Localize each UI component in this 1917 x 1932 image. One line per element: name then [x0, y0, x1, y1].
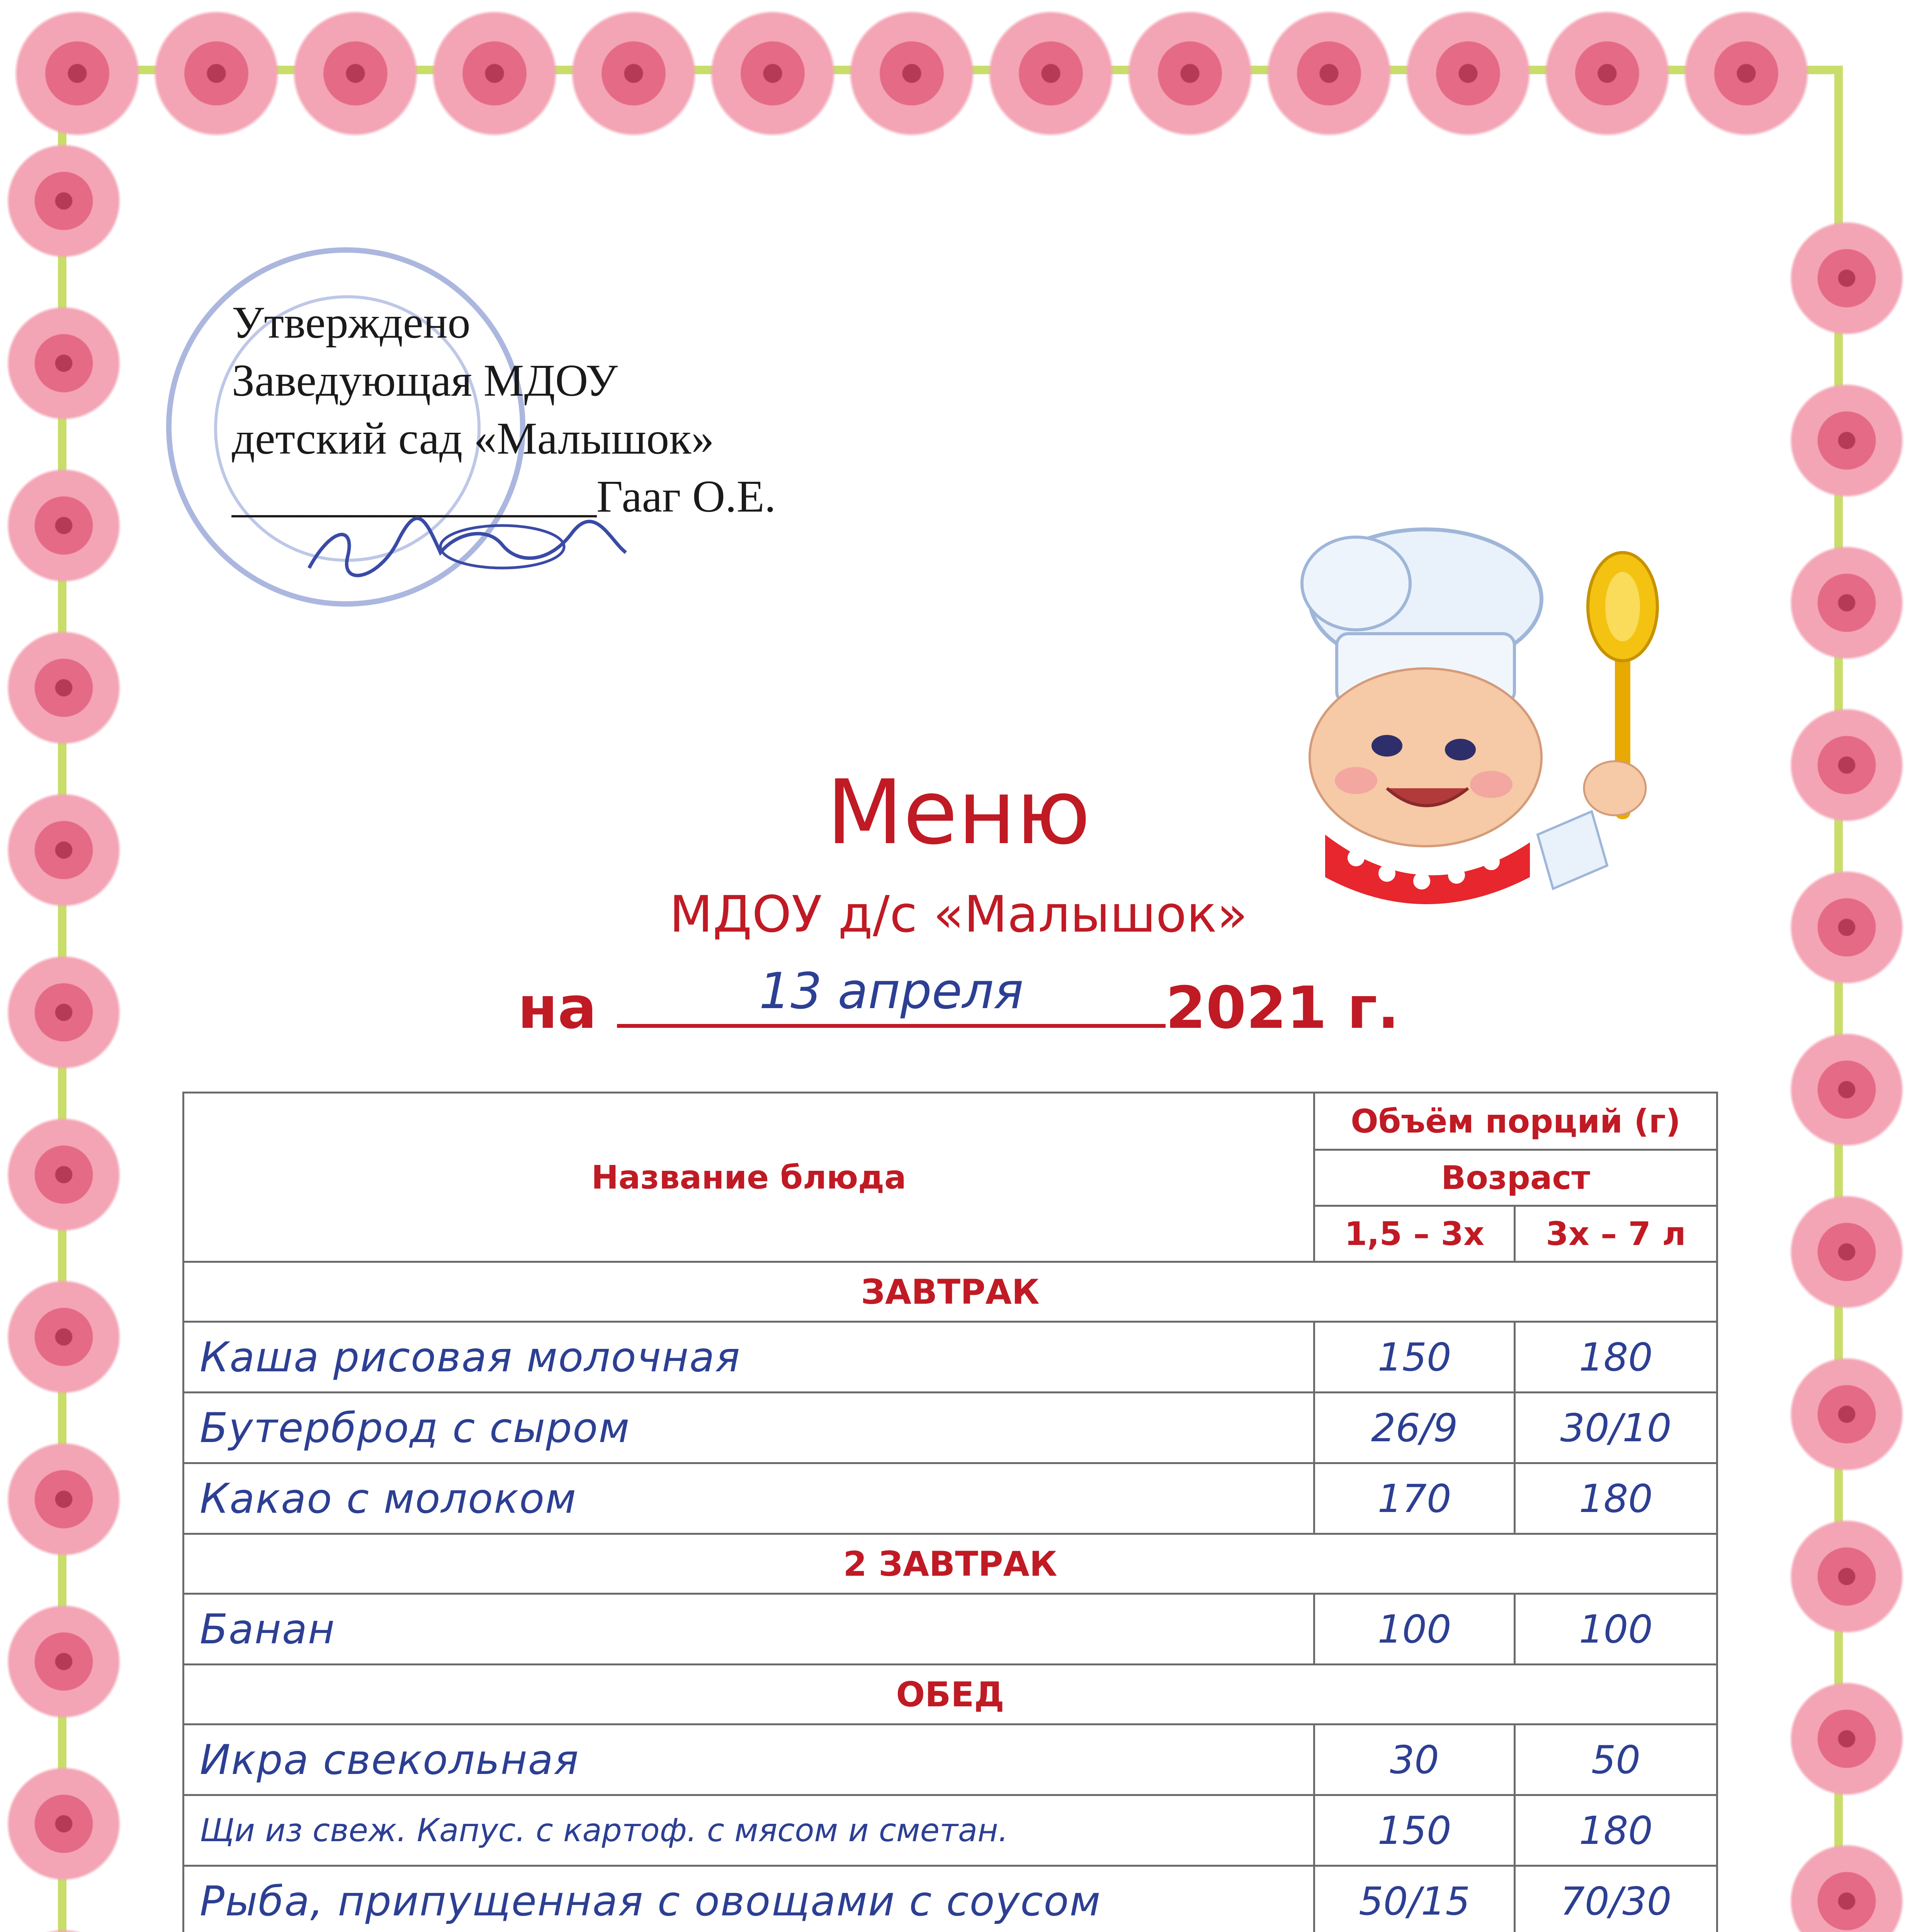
flower-decoration [6, 468, 122, 583]
flower-decoration [1543, 10, 1671, 137]
section-row [184, 1665, 1717, 1725]
dish-name: Банан [184, 1594, 1314, 1665]
dish-name: Бутерброд с сыром [184, 1393, 1314, 1463]
flower-decoration [6, 1441, 122, 1557]
column-header-portion: Объём порций (г) [1314, 1093, 1717, 1150]
dish-name: Щи из свеж. Капус. с картоф. с мясом и сметан. [184, 1795, 1314, 1866]
table-row [184, 1866, 1717, 1932]
flower-decoration [6, 143, 122, 259]
flower-decoration [1682, 10, 1810, 137]
approver-name: Гааг О.Е. [597, 471, 776, 522]
flower-decoration [1789, 545, 1905, 661]
flower-decoration [848, 10, 975, 137]
portion-age-1: 100 [1314, 1594, 1515, 1665]
section-title: ЗАВТРАК [184, 1262, 1717, 1322]
portion-age-2: 180 [1515, 1463, 1717, 1534]
table-row [184, 1594, 1717, 1665]
flower-decoration [1789, 383, 1905, 498]
flower-decoration [1404, 10, 1532, 137]
flower-decoration [1265, 10, 1393, 137]
dish-name: Какао с молоком [184, 1463, 1314, 1534]
flower-decoration [431, 10, 558, 137]
approval-line-1: Утверждено [232, 297, 471, 348]
column-header-age-2: 3х – 7 л [1515, 1206, 1717, 1262]
flower-decoration [570, 10, 697, 137]
date-suffix: 2021 г. [1166, 975, 1400, 1042]
flower-decoration [6, 1766, 122, 1882]
flower-decoration [6, 1117, 122, 1233]
section-title: 2 ЗАВТРАК [184, 1534, 1717, 1594]
table-row [184, 1463, 1717, 1534]
page-subtitle: МДОУ д/с «Малышок» [669, 885, 1248, 944]
approval-line-2: Заведующая МДОУ [232, 355, 618, 406]
portion-age-1: 50/15 [1314, 1866, 1515, 1932]
section-row [184, 1262, 1717, 1322]
flower-decoration [1126, 10, 1254, 137]
flower-decoration [1789, 1519, 1905, 1634]
flower-decoration [6, 1279, 122, 1395]
portion-age-2: 30/10 [1515, 1393, 1717, 1463]
dish-name: Рыба, припущенная с овощами с соусом [184, 1866, 1314, 1932]
portion-age-1: 26/9 [1314, 1393, 1515, 1463]
table-row [184, 1393, 1717, 1463]
portion-age-2: 100 [1515, 1594, 1717, 1665]
menu-table [182, 1092, 1718, 1932]
flower-decoration [6, 1604, 122, 1719]
date-blank [617, 963, 1166, 1028]
flower-decoration [1789, 1681, 1905, 1797]
director-signature [301, 510, 634, 587]
page-title: Меню [826, 761, 1091, 864]
table-row [184, 1725, 1717, 1795]
section-row [184, 1534, 1717, 1594]
column-header-age-1: 1,5 – 3х [1314, 1206, 1515, 1262]
portion-age-2: 180 [1515, 1322, 1717, 1393]
portion-age-1: 170 [1314, 1463, 1515, 1534]
flower-decoration [1789, 1032, 1905, 1148]
flower-decoration [709, 10, 836, 137]
section-title: ОБЕД [184, 1665, 1717, 1725]
date-value: 13 апреля [759, 963, 1024, 1020]
flower-decoration [1789, 220, 1905, 336]
flower-decoration [6, 630, 122, 746]
portion-age-2: 50 [1515, 1725, 1717, 1795]
approval-line-3: детский сад «Малышок» [232, 413, 714, 464]
column-header-age: Возраст [1314, 1150, 1717, 1206]
portion-age-2: 70/30 [1515, 1866, 1717, 1932]
table-row [184, 1795, 1717, 1866]
flower-decoration [987, 10, 1115, 137]
date-prefix: на [517, 975, 597, 1042]
approval-line-4: ________________Гааг О.Е. [232, 471, 776, 522]
dish-name: Каша рисовая молочная [184, 1322, 1314, 1393]
portion-age-1: 150 [1314, 1322, 1515, 1393]
approval-block [232, 294, 776, 526]
portion-age-1: 30 [1314, 1725, 1515, 1795]
dish-name: Икра свекольная [184, 1725, 1314, 1795]
menu-date-line [0, 963, 1917, 1042]
table-row [184, 1322, 1717, 1393]
flower-decoration [292, 10, 419, 137]
flower-decoration [14, 10, 141, 137]
flower-decoration [6, 305, 122, 421]
flower-decoration [1789, 1356, 1905, 1472]
portion-age-1: 150 [1314, 1795, 1515, 1866]
column-header-dish: Название блюда [184, 1093, 1314, 1262]
flower-decoration [1789, 1194, 1905, 1310]
portion-age-2: 180 [1515, 1795, 1717, 1866]
flower-decoration [153, 10, 280, 137]
